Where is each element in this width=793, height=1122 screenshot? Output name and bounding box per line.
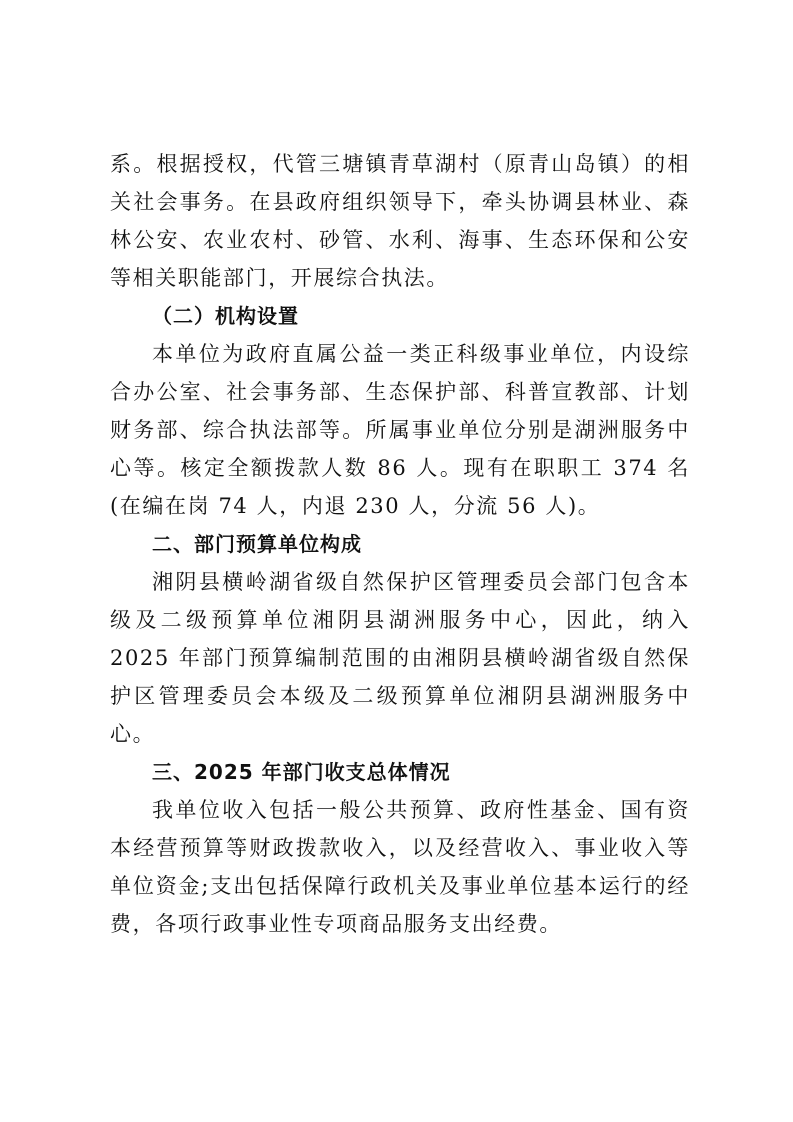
heading-budget-units: 二、部门预算单位构成 [152,532,362,556]
heading-income-expenditure: 三、2025 年部门收支总体情况 [152,760,451,784]
paragraph-responsibilities: 系。根据授权，代管三塘镇青草湖村（原青山岛镇）的相关社会事务。在县政府组织领导下，牵头协调县林业、森林公安、农业农村、砂管、水利、海事、生态环保和公安等相关职能部门，开展综合执法。 [110,152,690,290]
paragraph-income-expenditure: 我单位收入包括一般公共预算、政府性基金、国有资本经营预算等财政拨款收入，以及经营收入、事业收入等单位资金;支出包括保障行政机关及事业单位基本运行的经费，各项行政事业性专项商品服务支出经费。 [110,798,690,936]
heading-organization-setup: （二）机构设置 [152,304,299,328]
paragraph-organization: 本单位为政府直属公益一类正科级事业单位，内设综合办公室、社会事务部、生态保护部、科普宣教部、计划财务部、综合执法部等。所属事业单位分别是湖洲服务中心等。核定全额拨款人数 86 人。现有在职职工 374 名(在编在岗 74 人，内退 230 人，分流 56 人)。 [110,342,690,518]
document-body [110,145,690,943]
paragraph-budget-units: 湘阴县横岭湖省级自然保护区管理委员会部门包含本级及二级预算单位湘阴县湖洲服务中心，因此，纳入 2025 年部门预算编制范围的由湘阴县横岭湖省级自然保护区管理委员会本级及二级预算单位湘阴县湖洲服务中心。 [110,570,690,746]
